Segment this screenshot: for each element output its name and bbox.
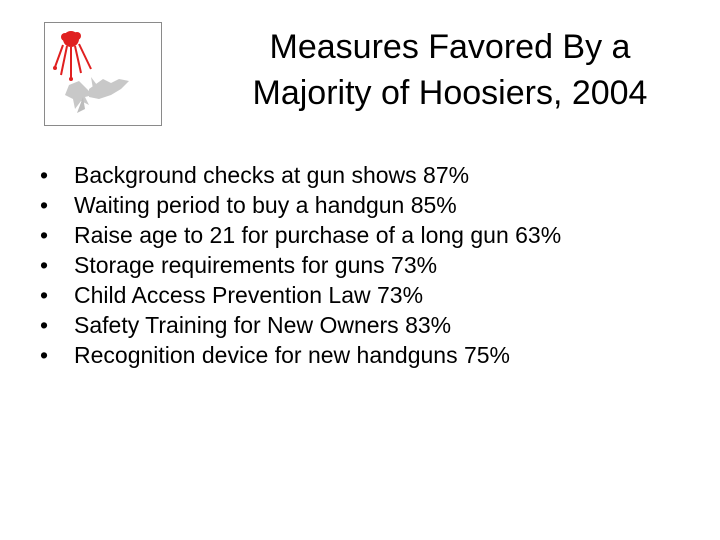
list-item-text: Waiting period to buy a handgun 85%	[74, 192, 457, 218]
list-item	[40, 220, 710, 250]
list-item-text: Raise age to 21 for purchase of a long gun 63%	[74, 222, 562, 248]
list-item	[40, 160, 710, 190]
list-item	[40, 280, 710, 310]
list-item	[40, 340, 710, 370]
list-item	[40, 310, 710, 340]
bullet-icon: •	[40, 312, 49, 338]
dove-with-bloodstain-icon	[45, 23, 161, 125]
measures-list	[40, 160, 710, 370]
list-item-text: Safety Training for New Owners 83%	[74, 312, 452, 338]
title-line-1: Measures Favored By a	[269, 28, 631, 66]
list-item	[40, 250, 710, 280]
bullet-icon: •	[40, 252, 49, 278]
bullet-icon: •	[40, 192, 49, 218]
bullet-icon: •	[40, 222, 49, 248]
list-item-text: Child Access Prevention Law 73%	[74, 282, 424, 308]
list-item-text: Recognition device for new handguns 75%	[74, 342, 511, 368]
bullet-icon: •	[40, 342, 49, 368]
bullet-icon: •	[40, 282, 49, 308]
list-item	[40, 190, 710, 220]
title-line-2: Majority of Hoosiers, 2004	[252, 74, 648, 112]
list-item-text: Storage requirements for guns 73%	[74, 252, 438, 278]
logo	[44, 22, 162, 126]
list-item-text: Background checks at gun shows 87%	[74, 162, 470, 188]
slide-title	[200, 24, 700, 116]
bullet-icon: •	[40, 162, 49, 188]
